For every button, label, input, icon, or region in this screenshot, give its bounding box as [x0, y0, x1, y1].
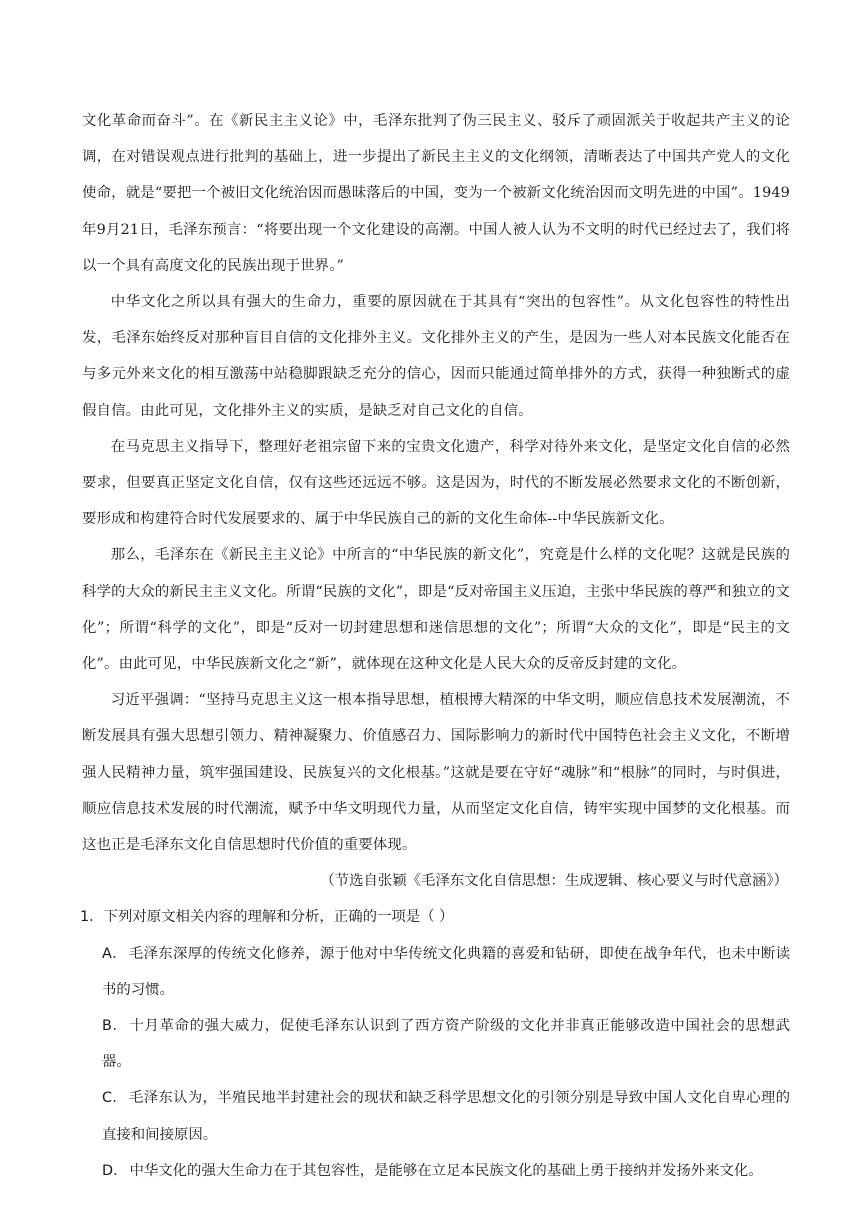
- body-paragraph-2: 中华文化之所以具有强大的生命力，重要的原因就在于其具有“突出的包容性”。从文化包容性的特性出发，毛泽东始终反对那种盲目自信的文化排外主义。文化排外主义的产生，是因为一些人对本民族文化能否在与多元外来文化的相互激荡中站稳脚跟缺乏充分的信心，因而只能通过简单排外的方式，获得一种独断式的虚假自信。由此可见，文化排外主义的实质，是缺乏对自己文化的自信。: [82, 294, 790, 419]
- option-c-text: 毛泽东认为，半殖民地半封建社会的现状和缺乏科学思想文化的引领分别是导致中国人文化自卑心理的直接和间接原因。: [102, 1090, 790, 1143]
- body-paragraph-3: 在马克思主义指导下，整理好老祖宗留下来的宝贵文化遗产，科学对待外来文化，是坚定文化自信的必然要求，但要真正坚定文化自信，仅有这些还远远不够。这是因为，时代的不断发展必然要求文化的不断创新，要形成和构建符合时代发展要求的、属于中华民族自己的新的文化生命体--中华民族新文化。: [82, 438, 790, 528]
- question-stem: 1．下列对原文相关内容的理解和分析，正确的一项是（ ）: [80, 909, 454, 926]
- body-paragraph-4: 那么，毛泽东在《新民主主义论》中所言的“中华民族的新文化”，究竟是什么样的文化呢？这就是民族的科学的大众的新民主主义文化。所谓“民族的文化”，即是“反对帝国主义压迫，主张中华民族的尊严和独立的文化”；所谓“科学的文化”，即是“反对一切封建思想和迷信思想的文化”；所谓“大众的文化”，即是“民主的文化”。由此可见，中华民族新文化之“新”，就体现在这种文化是人民大众的反帝反封建的文化。: [82, 547, 790, 673]
- source-citation: （节选自张颖《毛泽东文化自信思想：生成逻辑、核心要义与时代意涵》）: [320, 873, 788, 890]
- option-a: [82, 936, 790, 1008]
- option-a-letter: A．: [102, 945, 127, 962]
- document-page: [82, 103, 790, 1189]
- option-d-text: 中华文化的强大生命力在于其包容性，是能够在立足本民族文化的基础上勇于接纳并发扬外来文化。: [129, 1162, 763, 1179]
- body-paragraph-5: 习近平强调：“坚持马克思主义这一根本指导思想，植根博大精深的中华文明，顺应信息技术发展潮流，不断发展具有强大思想引领力、精神凝聚力、价值感召力、国际影响力的新时代中国特色社会主义文化，不断增强人民精神力量，筑牢强国建设、民族复兴的文化根基。”这就是要在守好“魂脉”和“根脉”的同时，与时俱进，顺应信息技术发展的时代潮流，赋予中华文明现代力量，从而坚定文化自信，铸牢实现中国梦的文化根基。而这也正是毛泽东文化自信思想时代价值的重要体现。: [82, 692, 790, 854]
- option-d: [82, 1153, 790, 1189]
- option-c: [82, 1080, 790, 1152]
- option-b-letter: B．: [102, 1018, 128, 1035]
- option-a-text: 毛泽东深厚的传统文化修养，源于他对中华传统文化典籍的喜爱和钻研，即使在战争年代，也未中断读书的习惯。: [102, 945, 790, 998]
- option-b: [82, 1008, 790, 1080]
- body-paragraph-1: 文化革命而奋斗”。在《新民主主义论》中，毛泽东批判了伪三民主义、驳斥了顽固派关于收起共产主义的论调，在对错误观点进行批判的基础上，进一步提出了新民主主义的文化纲领，清晰表达了中国共产党人的文化使命，就是“要把一个被旧文化统治因而愚昧落后的中国，变为一个被新文化统治因而文明先进的中国”。1949年9月21日，毛泽东预言：“将要出现一个文化建设的高潮。中国人被人认为不文明的时代已经过去了，我们将以一个具有高度文化的民族出现于世界。”: [82, 113, 790, 274]
- option-d-letter: D．: [102, 1162, 128, 1179]
- option-b-text: 十月革命的强大威力，促使毛泽东认识到了西方资产阶级的文化并非真正能够改造中国社会的思想武器。: [102, 1018, 790, 1071]
- option-c-letter: C．: [102, 1090, 128, 1107]
